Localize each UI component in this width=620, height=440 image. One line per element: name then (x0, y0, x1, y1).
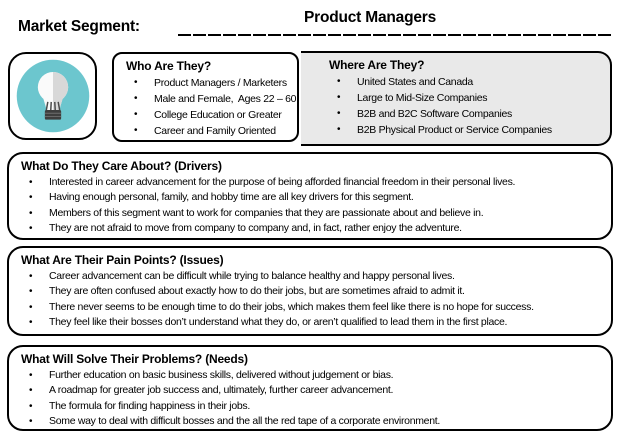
who-list (126, 75, 297, 139)
lightbulb-icon (16, 59, 90, 133)
bullet-item: • They feel like their bosses don’t understand what they do, or aren’t qualified to lead them in the first place. (21, 315, 605, 330)
needs-box (7, 345, 613, 431)
bullet-item: • Members of this segment want to work for companies that they are passionate about and believe in. (21, 206, 605, 221)
bullet-item: • A roadmap for greater job success and, ultimately, further career advancement. (21, 383, 605, 398)
market-segment-label: Market Segment: (18, 18, 140, 35)
where-list (329, 74, 610, 138)
bullet-item: • Further education on basic business skills, delivered without judgement or bias. (21, 368, 605, 383)
drivers-box (7, 152, 613, 240)
bullet-item: • There never seems to be enough time to do their jobs, which makes them feel like there is no hope for success. (21, 300, 605, 315)
where-heading: Where Are They? (329, 58, 425, 72)
persona-icon-box (8, 52, 97, 140)
bullet-item: • Large to Mid-Size Companies (329, 90, 610, 106)
who-heading: Who Are They? (126, 59, 211, 73)
bullet-item: • Male and Female, Ages 22 – 60 (126, 91, 297, 107)
bullet-item: • The formula for finding happiness in their jobs. (21, 399, 605, 414)
needs-heading: What Will Solve Their Problems? (Needs) (21, 352, 248, 366)
bullet-item: • Career and Family Oriented (126, 123, 297, 139)
bullet-item: • They are often confused about exactly how to do their jobs, but are sometimes afraid to admit it. (21, 284, 605, 299)
bullet-item: • Product Managers / Marketers (126, 75, 297, 91)
bullet-item: • B2B Physical Product or Service Companies (329, 122, 610, 138)
who-are-they-box (112, 52, 299, 142)
bullet-item: • College Education or Greater (126, 107, 297, 123)
where-are-they-box (301, 51, 612, 146)
market-segment-value: Product Managers (303, 9, 437, 26)
pains-heading: What Are Their Pain Points? (Issues) (21, 253, 224, 267)
bullet-item: • Some way to deal with difficult bosses and the all the red tape of a corporate environment. (21, 414, 605, 429)
bullet-item: • United States and Canada (329, 74, 610, 90)
pain-points-box (7, 246, 613, 336)
pains-list (21, 269, 605, 331)
market-segment-blank-line (178, 34, 613, 36)
bullet-item: • They are not afraid to move from company to company and, in fact, rather enjoy the adventure. (21, 221, 605, 236)
bullet-item: • Interested in career advancement for the purpose of being afforded financial freedom in their personal lives. (21, 175, 605, 190)
bullet-item: • Having enough personal, family, and hobby time are all key drivers for this segment. (21, 190, 605, 205)
needs-list (21, 368, 605, 430)
drivers-heading: What Do They Care About? (Drivers) (21, 159, 222, 173)
bullet-item: • Career advancement can be difficult while trying to balance healthy and happy personal lives. (21, 269, 605, 284)
drivers-list (21, 175, 605, 237)
bullet-item: • B2B and B2C Software Companies (329, 106, 610, 122)
